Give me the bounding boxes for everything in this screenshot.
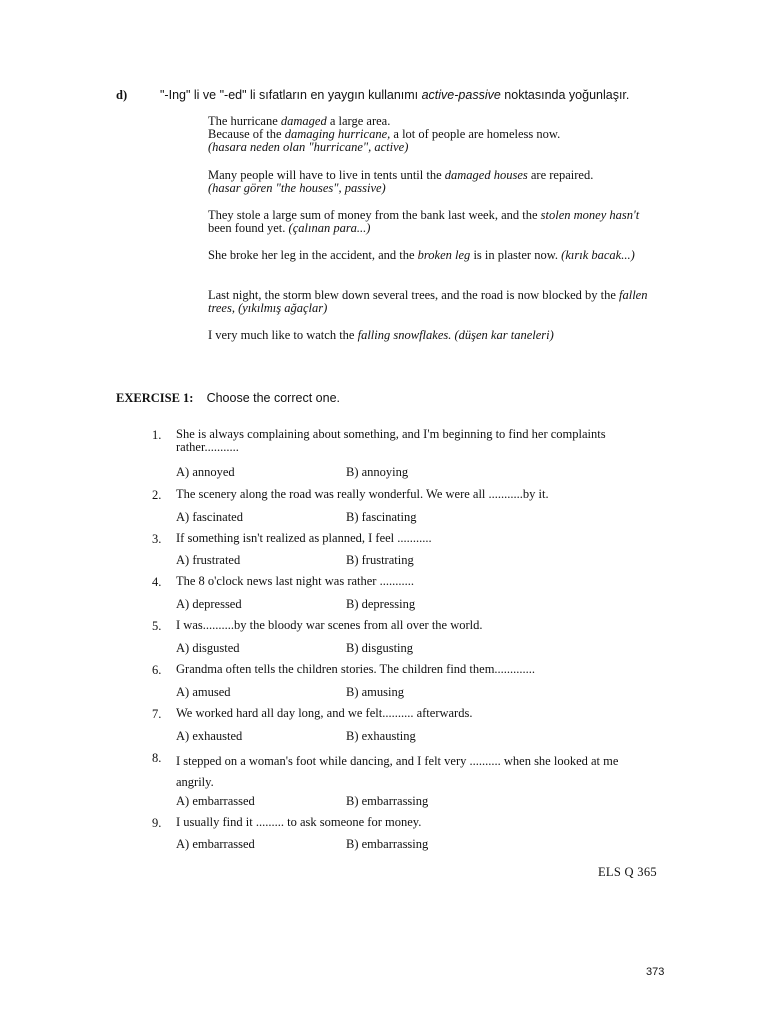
option-b[interactable]: B) depressing <box>346 597 416 611</box>
option-a[interactable]: A) exhausted <box>176 729 243 743</box>
example-3: They stole a large sum of money from the bank last week, and the stolen money hasn't been found yet. (çalınan para...) <box>208 208 640 235</box>
question-number: 1. <box>152 428 162 442</box>
option-b[interactable]: B) exhausting <box>346 729 416 743</box>
question-number: 5. <box>152 619 162 633</box>
option-b[interactable]: B) fascinating <box>346 510 417 524</box>
example-5: Last night, the storm blew down several trees, and the road is now blocked by the fallen trees, (yıkılmış ağaçlar) <box>208 288 648 315</box>
option-b[interactable]: B) embarrassing <box>346 794 429 808</box>
question-number: 3. <box>152 532 162 546</box>
example-note: (hasara neden olan "hurricane", active) <box>208 140 409 154</box>
option-a[interactable]: A) amused <box>176 685 231 699</box>
question-text: The scenery along the road was really wonderful. We were all ...........by it. <box>176 487 549 501</box>
option-b[interactable]: B) annoying <box>346 465 409 479</box>
question-text: If something isn't realized as planned, I feel ........... <box>176 531 432 545</box>
question-text: She is always complaining about something, and I'm beginning to find her complaints rather........... <box>176 427 606 454</box>
example-sentence: Many people will have to live in tents until the damaged houses are repaired. <box>208 168 594 182</box>
example-note: (düşen kar taneleri) <box>454 328 554 342</box>
exercise-heading <box>116 391 340 406</box>
question-text: I was..........by the bloody war scenes from all over the world. <box>176 618 483 632</box>
example-sentence: The hurricane damaged a large area. <box>208 114 391 128</box>
page-number: 373 <box>646 966 665 978</box>
question-number: 7. <box>152 707 162 721</box>
option-a[interactable]: A) fascinated <box>176 510 243 524</box>
example-6: I very much like to watch the falling snowflakes. (düşen kar taneleri) <box>208 328 554 342</box>
example-note: (kırık bacak...) <box>561 248 635 262</box>
example-1 <box>208 115 653 154</box>
source-label: ELS Q 365 <box>598 865 657 879</box>
option-a[interactable]: A) embarrassed <box>176 837 255 851</box>
question-text: I stepped on a woman's foot while dancing, and I felt very .......... when she looked at me angrily. <box>176 754 619 789</box>
question-number: 9. <box>152 816 162 830</box>
question-number: 6. <box>152 663 162 677</box>
option-b[interactable]: B) disgusting <box>346 641 414 655</box>
option-b[interactable]: B) frustrating <box>346 553 414 567</box>
question-text: We worked hard all day long, and we felt.......... afterwards. <box>176 706 473 720</box>
example-note: (çalınan para...) <box>288 221 371 235</box>
question-text: I usually find it ......... to ask someone for money. <box>176 815 422 829</box>
example-4: She broke her leg in the accident, and the broken leg is in plaster now. (kırık bacak...) <box>208 248 635 262</box>
option-b[interactable]: B) embarrassing <box>346 837 429 851</box>
exercise-title: EXERCISE 1: <box>116 391 194 405</box>
option-a[interactable]: A) frustrated <box>176 553 241 567</box>
example-sentence: Because of the damaging hurricane, a lot of people are homeless now. <box>208 127 561 141</box>
option-b[interactable]: B) amusing <box>346 685 404 699</box>
option-a[interactable]: A) disgusted <box>176 641 240 655</box>
question-number: 4. <box>152 575 162 589</box>
question-text: Grandma often tells the children stories. The children find them............. <box>176 662 536 676</box>
question-number: 2. <box>152 488 162 502</box>
example-note: (hasar gören "the houses", passive) <box>208 181 386 195</box>
option-a[interactable]: A) depressed <box>176 597 242 611</box>
question-text: The 8 o'clock news last night was rather ........... <box>176 574 414 588</box>
option-a[interactable]: A) embarrassed <box>176 794 255 808</box>
section-intro: "-Ing" li ve "-ed" li sıfatların en yaygın kullanımı active-passive noktasında yoğunlaşır. <box>160 88 630 102</box>
option-a[interactable]: A) annoyed <box>176 465 235 479</box>
section-marker: d) <box>116 88 128 102</box>
example-note: (yıkılmış ağaçlar) <box>238 301 328 315</box>
question-number: 8. <box>152 751 162 765</box>
exercise-instruction: Choose the correct one. <box>206 391 340 405</box>
example-2 <box>208 169 653 195</box>
